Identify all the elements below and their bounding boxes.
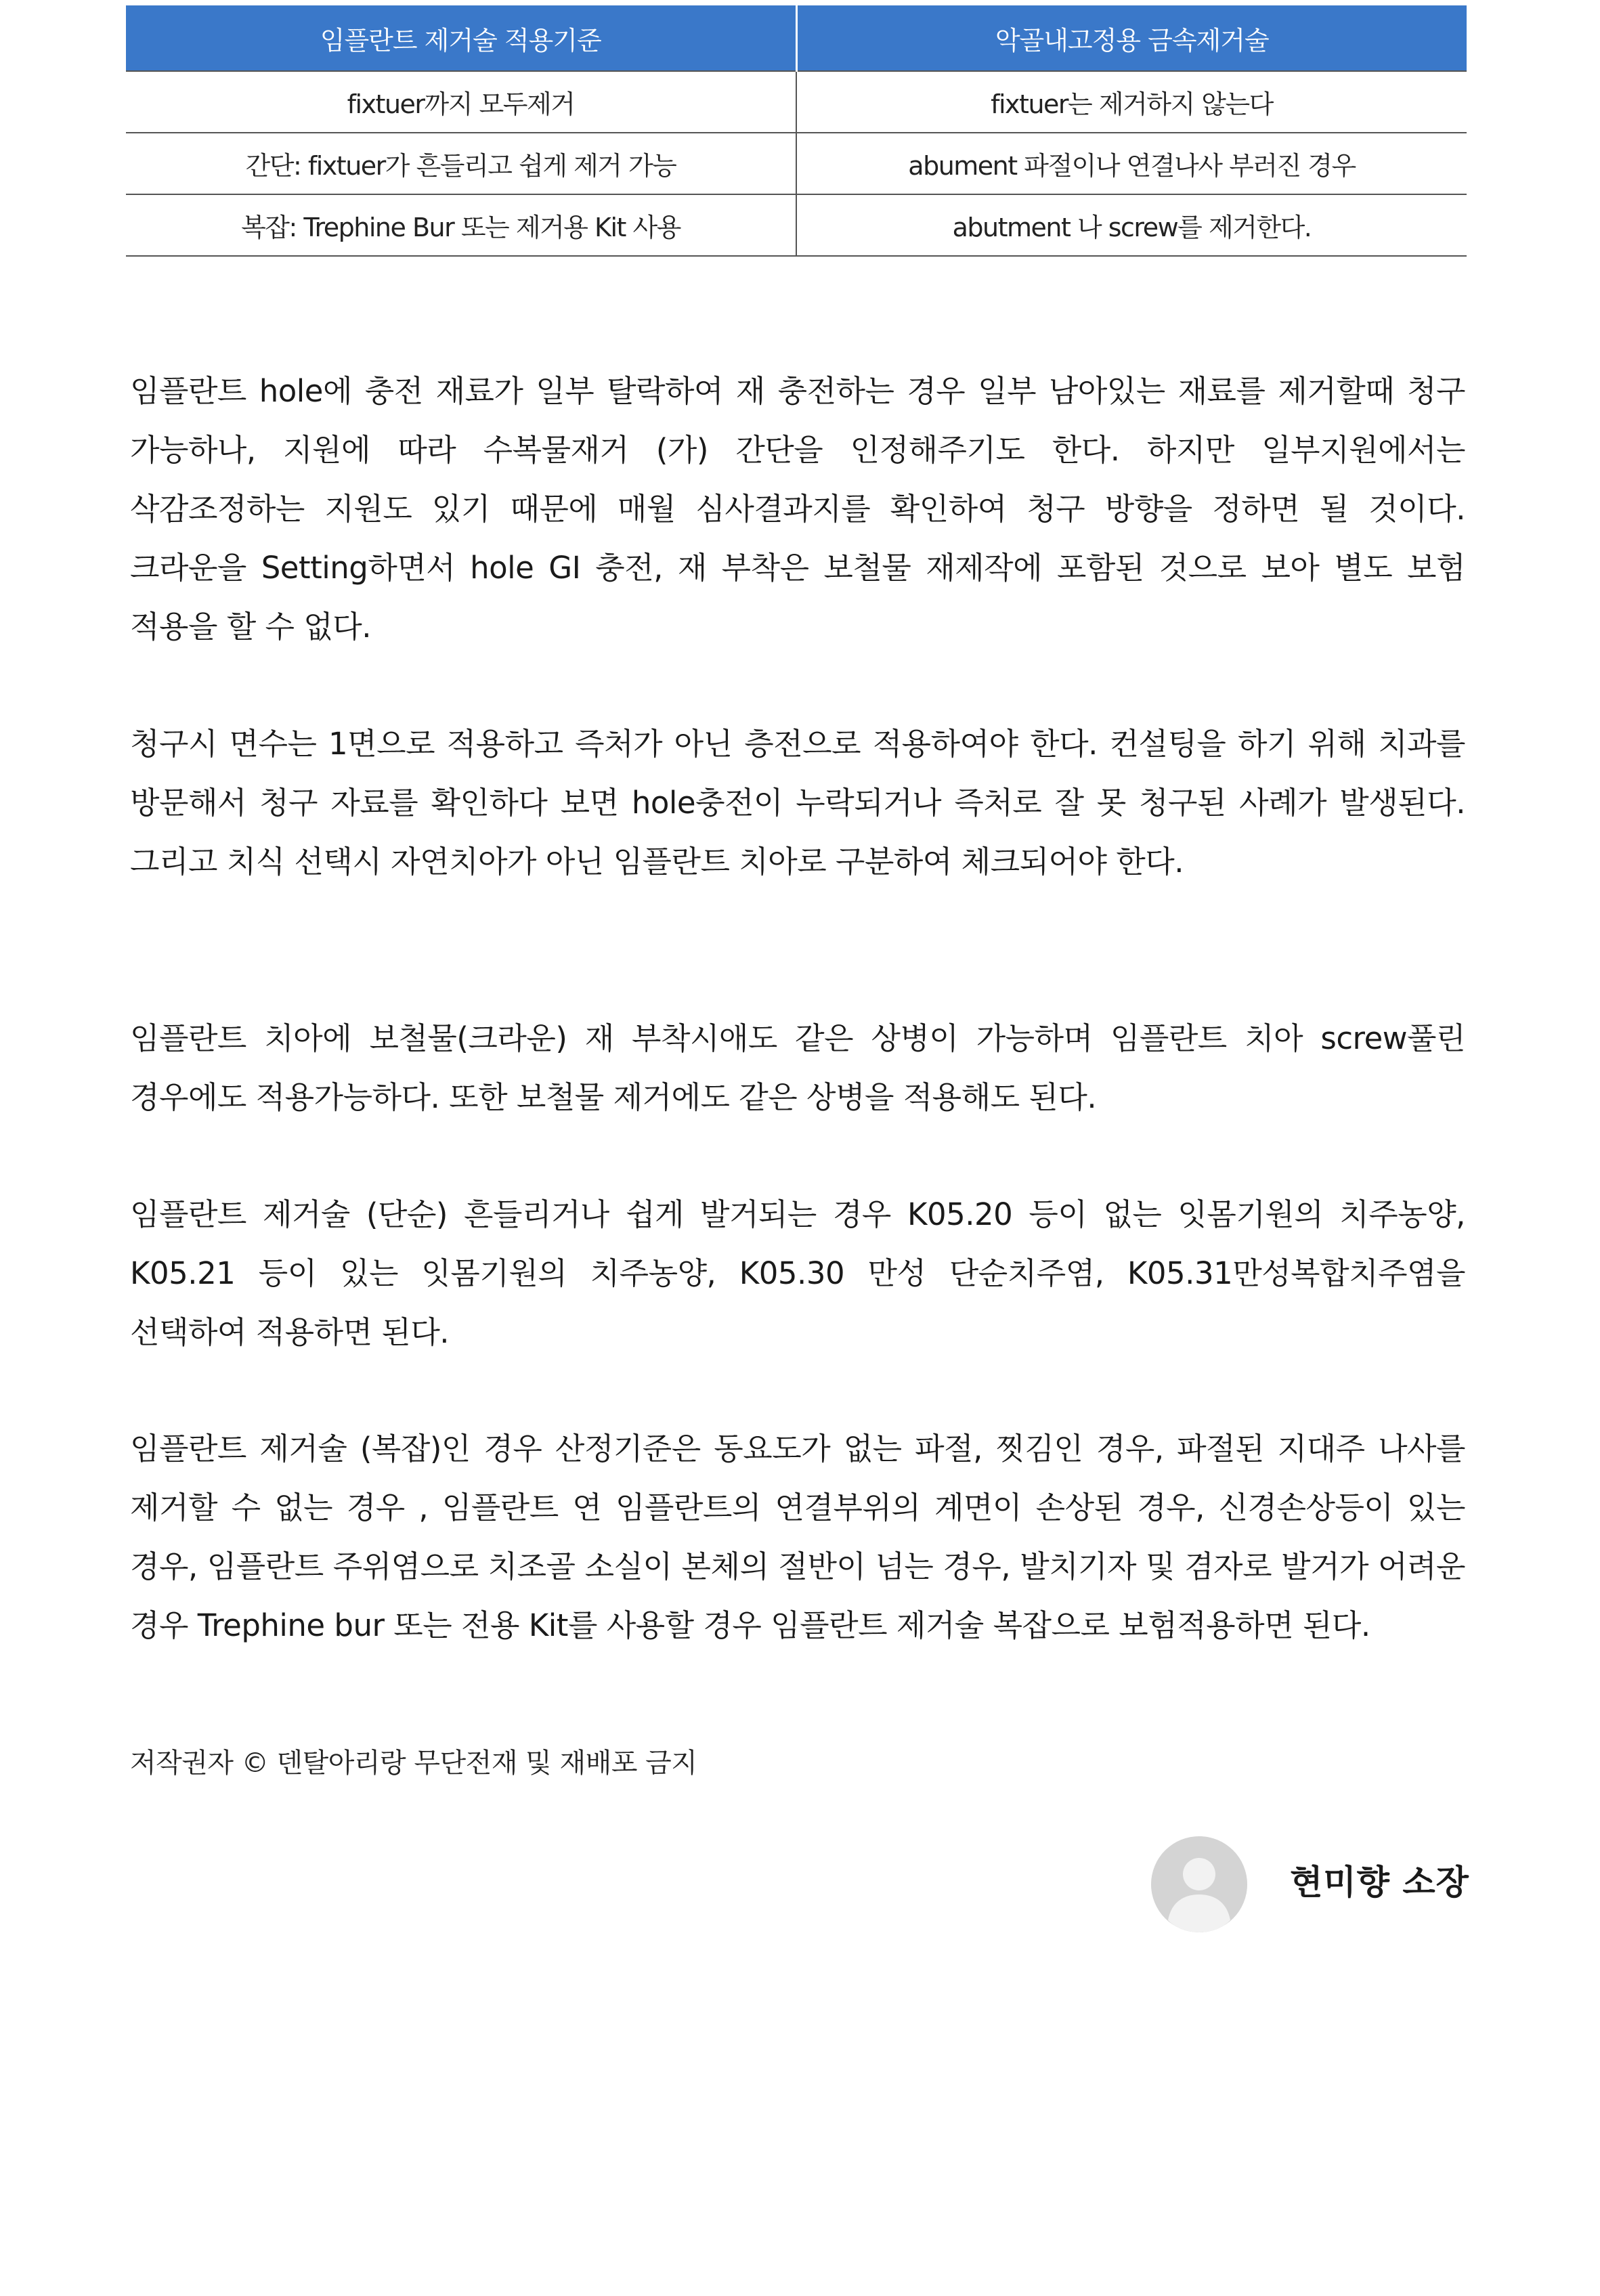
- table-cell: 간단: fixtuer가 흔들리고 쉽게 제거 가능: [126, 133, 796, 194]
- body-paragraph: 임플란트 hole에 충전 재료가 일부 탈락하여 재 충전하는 경우 일부 남아있는 재료를 제거할때 청구 가능하나, 지원에 따라 수복물재거 (가) 간단을 인정해주기도 한다. 하지만 일부지원에서는 삭감조정하는 지원도 있기 때문에 매월 심사결과지를 확인하여 청구 방향을 정하면 될 것이다. 크라운을 Setting하면서 hole GI 충전, 재 부착은 보철물 재제작에 포함된 것으로 보아 별도 보험 적용을 할 수 없다.: [130, 373, 1465, 645]
- body-paragraph: 임플란트 치아에 보철물(크라운) 재 부착시애도 같은 상병이 가능하며 임플란트 치아 screw풀린 경우에도 적용가능하다. 또한 보철물 제거에도 같은 상병을 적용해도 된다.: [130, 1020, 1465, 1115]
- table-header-row: [126, 5, 1467, 71]
- body-paragraph: 임플란트 제거술 (단순) 흔들리거나 쉽게 발거되는 경우 K05.20 등이 없는 잇몸기원의 치주농양, K05.21 등이 있는 잇몸기원의 치주농양, K05.30 만성 단순치주염, K05.31만성복합치주염을 선택하여 적용하면 된다.: [130, 1196, 1465, 1350]
- table-cell: fixtuer까지 모두제거: [126, 71, 796, 133]
- table-cell: fixtuer는 제거하지 않는다: [796, 71, 1467, 133]
- table-header-metal-removal: 악골내고정용 금속제거술: [796, 5, 1467, 71]
- table-row: [126, 71, 1467, 133]
- comparison-table: [126, 5, 1467, 257]
- table-row: [126, 194, 1467, 256]
- copyright-notice: 저작권자 © 덴탈아리랑 무단전재 및 재배포 금지: [130, 1748, 697, 1779]
- table-cell: 복잡: Trephine Bur 또는 제거용 Kit 사용: [126, 194, 796, 256]
- author-name[interactable]: 현미향 소장: [1290, 1863, 1469, 1902]
- table-header-implant-removal: 임플란트 제거술 적용기준: [126, 5, 796, 71]
- default-user-avatar-icon[interactable]: [1151, 1836, 1247, 1932]
- body-paragraph: 청구시 면수는 1면으로 적용하고 즉처가 아닌 층전으로 적용하여야 한다. 컨설팅을 하기 위해 치과를 방문해서 청구 자료를 확인하다 보면 hole충전이 누락되거나 즉처로 잘 못 청구된 사례가 발생된다. 그리고 치식 선택시 자연치아가 아닌 임플란트 치아로 구분하여 체크되어야 한다.: [130, 726, 1465, 880]
- table-row: [126, 133, 1467, 194]
- table-cell: abument 파절이나 연결나사 부러진 경우: [796, 133, 1467, 194]
- body-paragraph: 임플란트 제거술 (복잡)인 경우 산정기준은 동요도가 없는 파절, 찟김인 경우, 파절된 지대주 나사를 제거할 수 없는 경우 , 임플란트 연 임플란트의 연결부위의 계면이 손상된 경우, 신경손상등이 있는 경우, 임플란트 주위염으로 치조골 소실이 본체의 절반이 넘는 경우, 발치기자 및 겸자로 발거가 어려운 경우 Trephine bur 또는 전용 Kit를 사용할 경우 임플란트 제거술 복잡으로 보험적용하면 된다.: [130, 1431, 1465, 1643]
- table-cell: abutment 나 screw를 제거한다.: [796, 194, 1467, 256]
